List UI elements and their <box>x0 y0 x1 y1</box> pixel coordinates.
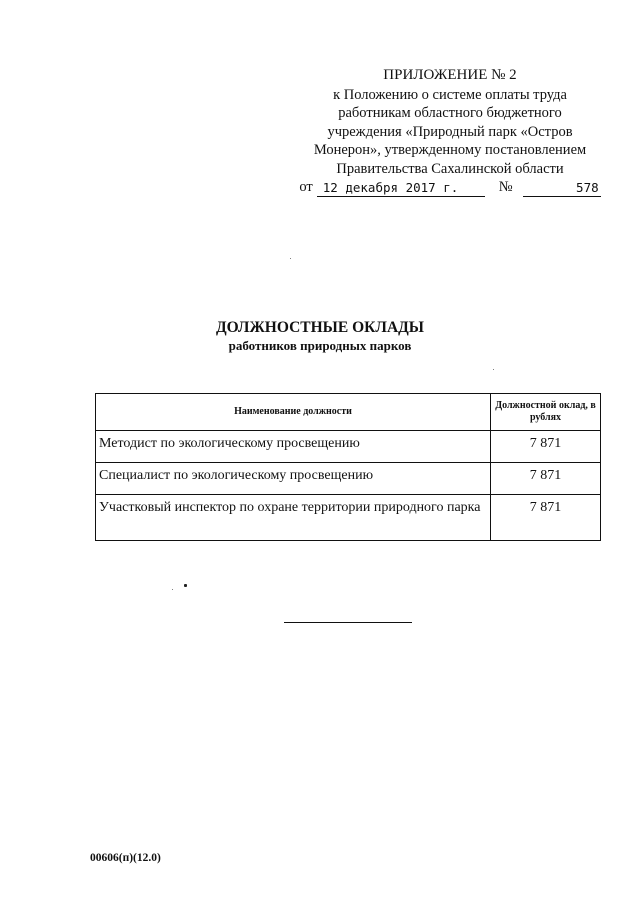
appendix-block <box>290 66 610 197</box>
resolution-number: 578 <box>523 180 601 197</box>
number-sign: № <box>498 179 513 195</box>
appendix-line-3: учреждения «Природный парк «Остров <box>327 123 573 140</box>
appendix-line-5: Правительства Сахалинской области <box>336 160 564 177</box>
appendix-line-2: работникам областного бюджетного <box>338 105 562 121</box>
table-row <box>96 495 601 541</box>
salary-table <box>95 393 601 541</box>
table-header-row <box>96 394 601 431</box>
scan-speck <box>172 589 173 590</box>
position-name: Специалист по экологическому просвещению <box>96 463 491 495</box>
salary-value: 7 871 <box>490 495 600 541</box>
footer-code: 00606(п)(12.0) <box>90 852 161 864</box>
date-prefix: от <box>299 179 313 195</box>
table-row <box>96 431 601 463</box>
header-position: Наименование должности <box>96 394 491 431</box>
appendix-title: ПРИЛОЖЕНИЕ № 2 <box>383 67 517 83</box>
header-salary: Должностной оклад, в рублях <box>490 394 600 431</box>
position-name: Участковый инспектор по охране территории природного парка <box>96 495 491 541</box>
resolution-date-line <box>290 178 610 197</box>
table-row <box>96 463 601 495</box>
heading-main: ДОЛЖНОСТНЫЕ ОКЛАДЫ <box>215 319 425 336</box>
heading-subtitle: работников природных парков <box>228 338 412 353</box>
scan-speck <box>493 369 494 370</box>
resolution-date: 12 декабря 2017 г. <box>317 180 485 197</box>
appendix-line-1: к Положению о системе оплаты труда <box>333 86 567 103</box>
salary-value: 7 871 <box>490 431 600 463</box>
appendix-line-4: Монерон», утвержденному постановлением <box>313 142 587 158</box>
position-name: Методист по экологическому просвещению <box>96 431 491 463</box>
document-heading <box>0 318 640 354</box>
salary-value: 7 871 <box>490 463 600 495</box>
end-of-document-rule <box>284 622 412 623</box>
scan-speck <box>184 584 187 587</box>
scan-speck <box>290 258 291 259</box>
